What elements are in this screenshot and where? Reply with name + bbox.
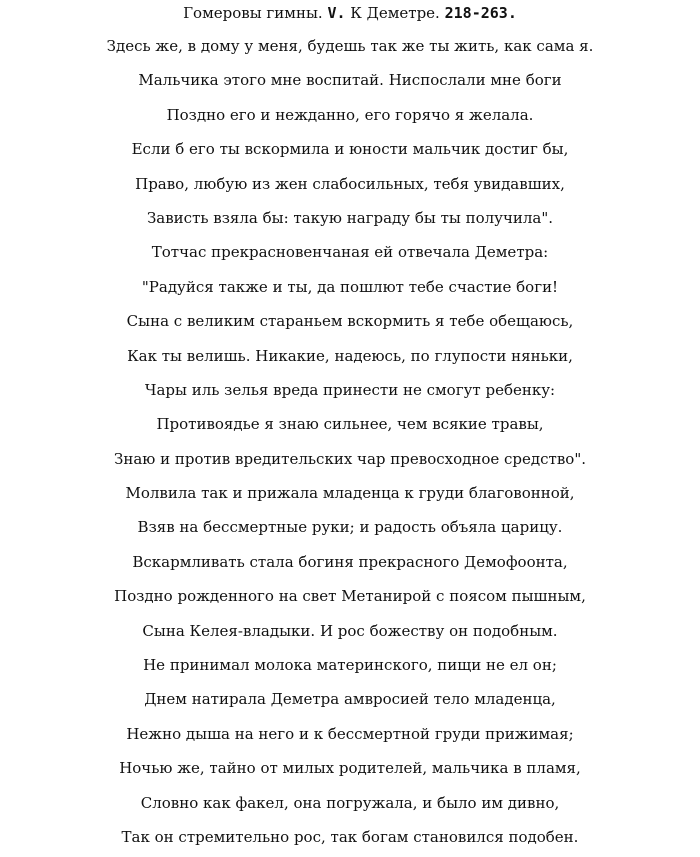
verse-line: Сына Келея-владыки. И рос божеству он подобным. — [142, 621, 558, 640]
verse-line: Нежно дыша на него и к бессмертной груди прижимая; — [126, 724, 574, 743]
verse-line: Поздно его и нежданно, его горячо я желала. — [166, 105, 534, 124]
verse-line: Знаю и против вредительских чар превосходное средство". — [114, 449, 586, 468]
verse-line: Вскармливать стала богиня прекрасного Демофоонта, — [132, 552, 568, 571]
verse-line: Молвила так и прижала младенца к груди благовонной, — [125, 484, 575, 503]
verse-line: Словно как факел, она погружала, и было им дивно, — [140, 793, 560, 812]
verse-line: Если б его ты вскормила и юности мальчик достиг бы, — [131, 140, 569, 159]
verse-line: "Радуйся также и ты, да пошлют тебе счастие боги! — [141, 277, 559, 296]
verse-line: Чары иль зелья вреда принести не смогут ребенку: — [144, 380, 556, 399]
verse-line: Так он стремительно рос, так богам становился подобен. — [121, 827, 579, 846]
verse-line: Сына с великим стараньем вскормить я тебе обещаюсь, — [126, 312, 574, 331]
verse-line: Как ты велишь. Никакие, надеюсь, по глупости няньки, — [127, 346, 573, 365]
verse-line: Право, любую из жен слабосильных, тебя увидавших, — [135, 174, 565, 193]
verse-line: Днем натирала Деметра амвросией тело младенца, — [144, 690, 556, 709]
verse-line: Взяв на бессмертные руки; и радость объяла царицу. — [137, 518, 563, 537]
header-hymn-number: V. — [327, 4, 346, 22]
verse-line: Зависть взяла бы: такую награду бы ты получила". — [146, 208, 554, 227]
verse-line: Поздно рожденного на свет Метанирой с поясом пышным, — [114, 587, 586, 606]
header-book: Гомеровы гимны. — [183, 4, 323, 22]
running-header — [0, 3, 700, 23]
verse-line: Тотчас прекрасновенчаная ей отвечала Деметра: — [151, 243, 549, 262]
verse-line: Ночью же, тайно от милых родителей, мальчика в пламя, — [119, 759, 581, 778]
verse-line: Не принимал молока материнского, пищи не ел он; — [143, 656, 557, 675]
verse-line: Противоядье я знаю сильнее, чем всякие травы, — [156, 415, 544, 434]
header-line-range: 218-263. — [444, 4, 517, 22]
verse-line: Здесь же, в дому у меня, будешь так же ты жить, как сама я. — [106, 37, 594, 55]
verse-list — [0, 32, 700, 857]
verse-line: Мальчика этого мне воспитай. Ниспослали мне боги — [138, 71, 562, 90]
header-hymn-title: К Деметре. — [350, 4, 440, 22]
